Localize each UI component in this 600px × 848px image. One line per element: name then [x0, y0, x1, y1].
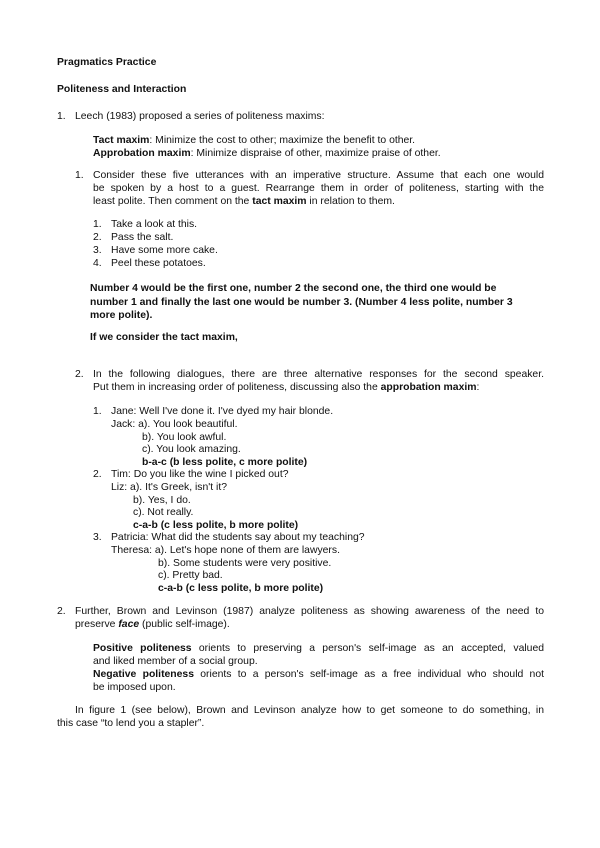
dialogue-prompt: Patricia: What did the students say about my teaching?: [111, 532, 365, 543]
utterance-text: Pass the salt.: [111, 232, 174, 243]
question-number: 2.: [75, 369, 84, 380]
dialogue-option: b). You look awful.: [142, 432, 227, 443]
approbation-maxim-definition: [93, 148, 441, 161]
face-term: face: [118, 619, 140, 630]
item-number: 2.: [57, 606, 66, 617]
dialogue-number: 2.: [93, 469, 102, 480]
utterance-number: 1.: [93, 219, 102, 230]
dialogue-option: Theresa: a). Let's hope none of them are lawyers.: [111, 545, 340, 556]
dialogue-option: b). Yes, I do.: [133, 495, 191, 506]
tact-maxim-mention: tact maxim: [252, 196, 307, 207]
question-text-line: be spoken by a host to a guest. Rearrange them in order of politeness, starting with the: [93, 183, 544, 194]
dialogue-number: 1.: [93, 406, 102, 417]
dialogue-answer: c-a-b (c less polite, b more polite): [158, 583, 324, 594]
utterance-number: 4.: [93, 258, 102, 269]
question-text-line: least polite. Then comment on the tact maxim in relation to them.: [93, 196, 395, 207]
tact-maxim-text: : Minimize the cost to other; maximize the benefit to other.: [149, 135, 416, 146]
utterance-text: Take a look at this.: [111, 219, 198, 230]
tact-maxim-definition: [93, 135, 415, 148]
dialogue-option: b). Some students were very positive.: [158, 558, 332, 569]
item-intro: Leech (1983) proposed a series of politeness maxims:: [75, 111, 325, 122]
utterance-number: 3.: [93, 245, 102, 256]
negative-politeness-term: Negative politeness: [93, 669, 194, 680]
approbation-maxim-text: : Minimize dispraise of other, maximize praise of other.: [190, 148, 441, 159]
answer-line: number 1 and finally the last one would be number 3. (Number 4 less polite, number 3: [90, 297, 513, 308]
positive-politeness-definition: Positive politeness orients to preserving a person's self-image as an accepted, valued: [93, 643, 544, 654]
utterance-text: Peel these potatoes.: [111, 258, 206, 269]
item-number: 1.: [57, 111, 66, 122]
question-text-line: Put them in increasing order of politeness, discussing also the approbation maxim:: [93, 382, 480, 393]
item-text-line: Further, Brown and Levinson (1987) analyze politeness as showing awareness of the need to: [75, 606, 544, 617]
answer-line: Number 4 would be the first one, number 2 the second one, the third one would be: [90, 283, 497, 294]
dialogue-option: c). You look amazing.: [142, 444, 241, 455]
closing-paragraph-line: In figure 1 (see below), Brown and Levinson analyze how to get someone to do something, in: [75, 705, 544, 716]
negative-politeness-definition-cont: be imposed upon.: [93, 682, 176, 693]
answer-line: more polite).: [90, 310, 153, 321]
dialogue-number: 3.: [93, 532, 102, 543]
item-text-line: preserve face (public self-image).: [75, 619, 230, 630]
tact-maxim-term: Tact maxim: [93, 135, 150, 146]
dialogue-option: Jack: a). You look beautiful.: [111, 419, 238, 430]
dialogue-option: c). Pretty bad.: [158, 570, 223, 581]
question-text-line: In the following dialogues, there are three alternative responses for the second speaker.: [93, 369, 544, 380]
negative-politeness-definition: Negative politeness orients to a person's self-image as a free individual who should not: [93, 669, 545, 680]
utterance-number: 2.: [93, 232, 102, 243]
dialogue-answer: c-a-b (c less polite, b more polite): [133, 520, 299, 531]
positive-politeness-term: Positive politeness: [93, 643, 192, 654]
dialogue-prompt: Jane: Well I've done it. I've dyed my hair blonde.: [111, 406, 334, 417]
dialogue-answer: b-a-c (b less polite, c more polite): [142, 457, 308, 468]
page-title: Pragmatics Practice: [57, 57, 157, 68]
section-heading: Politeness and Interaction: [57, 84, 187, 95]
closing-paragraph-line: this case “to lend you a stapler”.: [57, 718, 205, 729]
positive-politeness-definition-cont: and liked member of a social group.: [93, 656, 258, 667]
utterance-text: Have some more cake.: [111, 245, 218, 256]
approbation-maxim-mention: approbation maxim: [380, 382, 477, 393]
dialogue-prompt: Tim: Do you like the wine I picked out?: [111, 469, 289, 480]
question-number: 1.: [75, 170, 84, 181]
dialogue-option: Liz: a). It's Greek, isn't it?: [111, 482, 227, 493]
question-text-line: Consider these five utterances with an imperative structure. Assume that each one would: [93, 170, 544, 181]
approbation-maxim-term: Approbation maxim: [93, 148, 191, 159]
answer-line: If we consider the tact maxim,: [90, 332, 238, 343]
dialogue-option: c). Not really.: [133, 507, 194, 518]
